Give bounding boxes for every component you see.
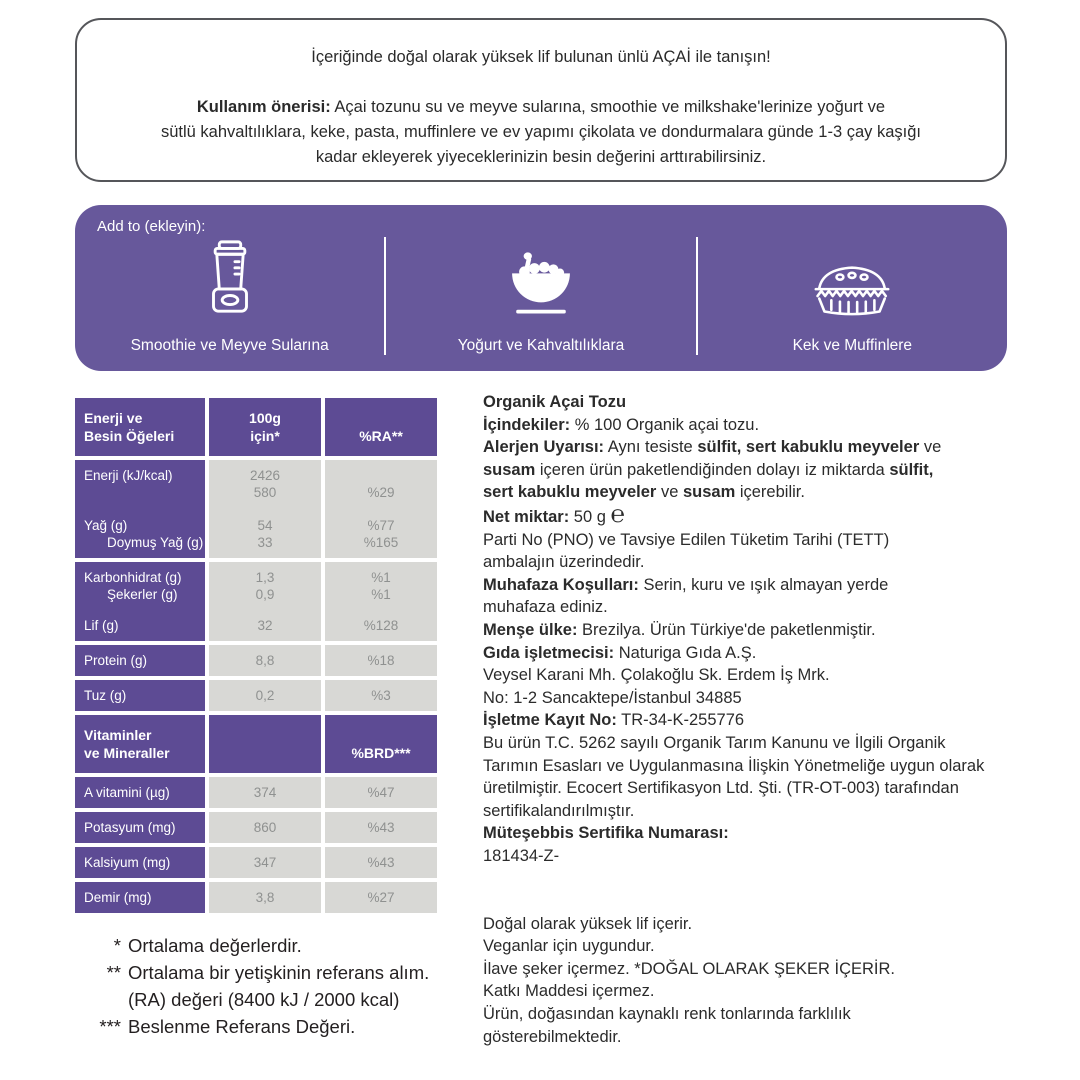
footnote-line: [84, 959, 429, 986]
table-cell-text: 0,9: [255, 587, 275, 602]
table-cell-text: %BRD***: [351, 745, 411, 761]
table-cell-text: Enerji ve: [84, 410, 143, 426]
text-line: Muhafaza Koşulları: Serin, kuru ve ışık almayan yerde: [483, 575, 889, 594]
table-cell: [75, 777, 205, 808]
banner-item-yogurt: [386, 205, 695, 371]
text-line: Alerjen Uyarısı: Aynı tesiste sülfit, sert kabuklu meyveler ve: [483, 438, 942, 457]
text-line: sütlü kahvaltılıklara, keke, pasta, muffinlere ve ev yapımı çikolata ve dondurmalara günde 1-3 çay kaşığı: [160, 123, 921, 141]
table-cell: [209, 460, 321, 558]
text-line: sertifikalandırılmıştır.: [483, 801, 635, 820]
table-cell-text: Kalsiyum (mg): [84, 855, 171, 870]
text-line: Katkı Maddesi içermez.: [483, 982, 655, 1001]
table-cell: [325, 847, 437, 878]
text-line: [77, 70, 1005, 95]
text-line: Menşe ülke: Brezilya. Ürün Türkiye'de paketlenmiştir.: [483, 620, 876, 639]
table-cell: [325, 645, 437, 676]
banner-item-kek: [698, 205, 1007, 371]
banner-columns: [75, 205, 1007, 371]
table-cell-text: [325, 467, 437, 484]
table-cell-text: Tuz (g): [84, 688, 127, 703]
table-cell-text: için*: [250, 428, 280, 444]
table-cell-text: [75, 484, 205, 501]
table-cell-text: %128: [363, 618, 399, 633]
table-cell-text: Yağ (g): [84, 518, 128, 533]
table-cell: [75, 562, 205, 641]
table-cell: [75, 812, 205, 843]
footnote-marker: **: [106, 962, 121, 983]
table-row: [75, 562, 437, 641]
table-spacer: [75, 501, 205, 517]
text-line: Gıda işletmecisi: Naturiga Gıda A.Ş.: [483, 643, 757, 662]
text-line: Net miktar: 50 g ℮: [483, 500, 625, 528]
table-cell-text: 0,2: [255, 688, 275, 703]
table-row: [75, 680, 437, 711]
text-line: üretilmiştir. Ecocert Sertifikasyon Ltd. Şti. (TR-OT-003) tarafından: [483, 779, 959, 798]
table-cell: [209, 562, 321, 641]
banner-label: Smoothie ve Meyve Sularına: [130, 337, 329, 354]
table-cell: [75, 680, 205, 711]
table-cell-text: Şekerler (g): [107, 587, 178, 602]
text-line: İçindekiler: % 100 Organik açai tozu.: [483, 415, 760, 434]
table-cell-text: Karbonhidrat (g): [84, 570, 182, 585]
table-cell-text: 8,8: [255, 653, 275, 668]
table-cell-text: %3: [371, 688, 391, 703]
footnote-line: [84, 1013, 429, 1040]
table-cell-text: 2426: [249, 468, 281, 483]
text-line: Tarımın Esasları ve Uygulanmasına İlişkin Yönetmeliğe uygun olarak: [483, 756, 985, 775]
table-cell-text: Lif (g): [84, 618, 119, 633]
text-line: İlave şeker içermez. *DOĞAL OLARAK ŞEKER İÇERİR.: [483, 959, 896, 978]
footnotes: [84, 932, 429, 1040]
table-cell: [209, 882, 321, 913]
footnote-text: Beslenme Referans Değeri.: [128, 1016, 356, 1037]
footnote-text: Ortalama değerlerdir.: [128, 935, 302, 956]
text-line: Parti No (PNO) ve Tavsiye Edilen Tüketim Tarihi (TETT): [483, 530, 890, 549]
table-cell-text: %43: [367, 820, 395, 835]
text-line: kadar ekleyerek yiyeceklerinizin besin değerini arttırabilirsiniz.: [315, 148, 767, 166]
table-cell-text: %165: [363, 535, 399, 550]
table-cell-text: Doymuş Yağ (g): [107, 535, 204, 550]
product-info: [483, 391, 1023, 1048]
text-line: muhafaza ediniz.: [483, 598, 608, 617]
table-cell-text: [209, 735, 321, 753]
nutrition-table: [75, 398, 437, 917]
text-line: İşletme Kayıt No: TR-34-K-255776: [483, 711, 745, 730]
table-cell-text: [325, 409, 437, 427]
table-cell-text: ve Mineraller: [84, 745, 170, 761]
table-cell-text: Besin Öğeleri: [84, 428, 175, 444]
text-line: Veganlar için uygundur.: [483, 937, 655, 956]
table-cell-text: Demir (mg): [84, 890, 152, 905]
text-line: Organik Açai Tozu: [483, 393, 627, 411]
table-cell-text: %RA**: [359, 428, 403, 444]
table-cell-text: Enerji (kJ/kcal): [84, 468, 173, 483]
footnote-line: [84, 932, 429, 959]
table-cell: [209, 645, 321, 676]
table-cell-text: A vitamini (µg): [84, 785, 170, 800]
table-cell: [209, 680, 321, 711]
text-line: No: 1-2 Sancaktepe/İstanbul 34885: [483, 688, 742, 707]
table-cell: [325, 680, 437, 711]
text-line: Bu ürün T.C. 5262 sayılı Organik Tarım Kanunu ve İlgili Organik: [483, 733, 946, 752]
table-cell-text: %1: [371, 570, 391, 585]
table-cell-text: %1: [371, 587, 391, 602]
footnote-text: (RA) değeri (8400 kJ / 2000 kcal): [128, 989, 400, 1010]
banner-eyebrow: Add to (ekleyin):: [97, 218, 206, 235]
footnote-marker: ***: [99, 1016, 121, 1037]
table-header-cell: [209, 715, 321, 773]
table-cell-text: 347: [253, 855, 277, 870]
table-cell: [209, 777, 321, 808]
table-cell: [209, 812, 321, 843]
text-line: Müteşebbis Sertifika Numarası:: [483, 824, 729, 843]
blender-icon: [197, 229, 263, 321]
table-cell-text: Potasyum (mg): [84, 820, 176, 835]
text-line: susam içeren ürün paketlendiğinden dolayı iz miktarda sülfit,: [483, 460, 934, 479]
table-cell-text: 33: [257, 535, 273, 550]
table-row: [75, 645, 437, 676]
table-cell: [325, 460, 437, 558]
text-line: Doğal olarak yüksek lif içerir.: [483, 914, 693, 933]
text-line: [483, 867, 1023, 890]
table-cell-text: %43: [367, 855, 395, 870]
table-cell: [325, 812, 437, 843]
footnote-marker: [84, 986, 128, 1013]
table-row: [75, 847, 437, 878]
footnote-text: Ortalama bir yetişkinin referans alım.: [128, 962, 430, 983]
table-row: [75, 882, 437, 913]
table-row: [75, 812, 437, 843]
table-spacer: [325, 501, 437, 517]
table-cell: [75, 645, 205, 676]
text-line: İçeriğinde doğal olarak yüksek lif bulunan ünlü AÇAİ ile tanışın!: [311, 48, 771, 66]
banner-label: Yoğurt ve Kahvaltılıklara: [457, 337, 625, 354]
table-cell-text: 32: [257, 618, 273, 633]
table-cell-text: 1,3: [255, 570, 275, 585]
text-line: 181434-Z-: [483, 846, 560, 865]
table-cell: [325, 882, 437, 913]
pie-icon: [807, 229, 897, 321]
intro-box: [75, 18, 1007, 182]
table-cell-text: 54: [257, 518, 273, 533]
table-cell: [209, 847, 321, 878]
table-header-row: [75, 398, 437, 456]
table-cell-text: 860: [253, 820, 277, 835]
table-cell-text: 374: [253, 785, 277, 800]
table-cell-text: Protein (g): [84, 653, 148, 668]
text-line: gösterebilmektedir.: [483, 1027, 622, 1046]
text-line: Ürün, doğasından kaynaklı renk tonlarında farklılık: [483, 1005, 851, 1024]
text-line: Kullanım önerisi: Açai tozunu su ve meyve sularına, smoothie ve milkshake'lerinize yoğurt ve: [196, 98, 886, 116]
add-to-banner: [75, 205, 1007, 371]
table-cell-text: 3,8: [255, 890, 275, 905]
table-cell-text: %77: [367, 518, 395, 533]
table-header-cell: [75, 398, 205, 456]
table-spacer: [209, 603, 321, 617]
footnote-line: [84, 986, 429, 1013]
table-spacer: [75, 603, 205, 617]
table-cell-text: 580: [253, 485, 277, 500]
table-header-cell: [75, 715, 205, 773]
text-line: sert kabuklu meyveler ve susam içerebilir.: [483, 483, 805, 502]
table-spacer: [325, 603, 437, 617]
table-cell-text: %47: [367, 785, 395, 800]
text-line: ambalajın üzerindedir.: [483, 553, 645, 572]
text-line: [483, 890, 1023, 913]
table-cell-text: Vitaminler: [84, 727, 152, 743]
banner-label: Kek ve Muffinlere: [792, 337, 913, 354]
table-cell: [325, 777, 437, 808]
table-header-cell: [325, 715, 437, 773]
table-spacer: [209, 501, 321, 517]
table-cell-text: %18: [367, 653, 395, 668]
table-cell: [75, 847, 205, 878]
text-line: Veysel Karani Mh. Çolakoğlu Sk. Erdem İş Mrk.: [483, 666, 830, 685]
table-header-row: [75, 715, 437, 773]
table-cell-text: %29: [367, 485, 395, 500]
table-cell: [75, 882, 205, 913]
table-cell-text: 100g: [249, 410, 281, 426]
table-cell: [325, 562, 437, 641]
table-cell-text: %27: [367, 890, 395, 905]
table-row: [75, 777, 437, 808]
table-cell-text: [325, 726, 437, 744]
table-cell: [75, 460, 205, 558]
yogurt-bowl-icon: [503, 229, 579, 321]
footnote-marker: *: [113, 935, 121, 956]
table-header-cell: [209, 398, 321, 456]
table-row: [75, 460, 437, 558]
table-header-cell: [325, 398, 437, 456]
